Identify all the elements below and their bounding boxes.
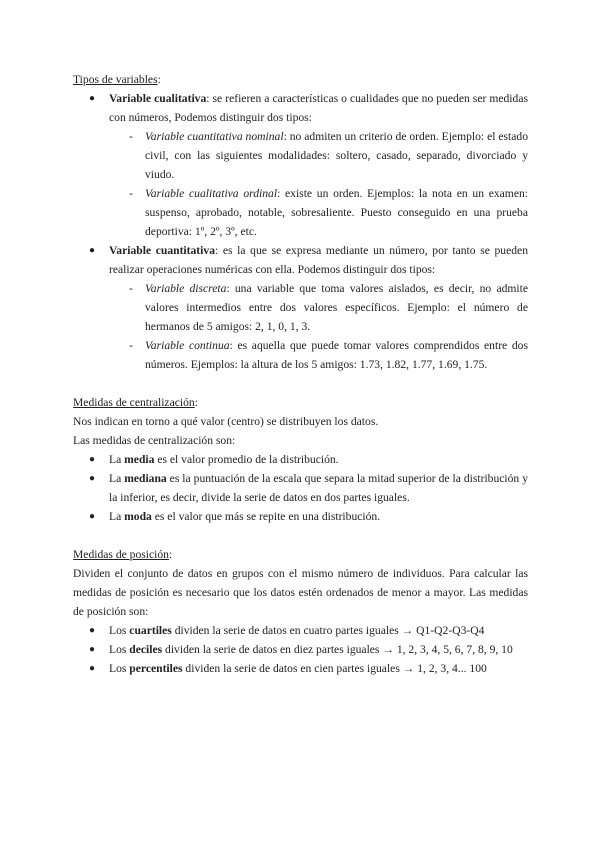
heading-colon: :	[157, 73, 161, 86]
bullet-list	[73, 450, 528, 526]
sub-text: : no admiten un criterio de orden. Ejemplo: el estado civil, con las siguientes modalidades: soltero, casado, separado, divorciado y viudo.	[145, 130, 528, 181]
item-prefix: La	[109, 510, 125, 523]
sub-term: Variable cualitativa ordinal	[145, 187, 278, 200]
paragraph: Dividen el conjunto de datos en grupos con el mismo número de individuos. Para calcular las medidas de posición es necesario que los datos estén ordenados de menor a mayor. Las medidas de posición son:	[73, 567, 528, 618]
heading-colon: :	[168, 548, 173, 561]
heading-colon: :	[194, 396, 198, 409]
list-item-deciles	[73, 640, 528, 659]
sub-item-continua	[73, 336, 528, 374]
bullet-list	[73, 89, 528, 374]
sub-item-discreta	[73, 279, 528, 336]
term: mediana	[124, 472, 167, 485]
dash-icon: -	[129, 282, 133, 295]
list-item-cuartiles	[73, 621, 528, 640]
dash-icon: -	[129, 130, 133, 143]
list-item-variable-cualitativa	[73, 89, 528, 241]
term: cuartiles	[129, 624, 172, 637]
bullet-dot-icon: ●	[89, 644, 96, 655]
list-item-media	[73, 450, 528, 469]
list-item-percentiles	[73, 659, 528, 678]
section-medidas-de-centralizacion	[73, 393, 528, 526]
item-text: dividen la serie de datos en diez partes iguales → 1, 2, 3, 4, 5, 6, 7, 8, 9, 10	[162, 643, 513, 656]
sub-item-ordinal	[73, 184, 528, 241]
sub-item-nominal	[73, 127, 528, 184]
bullet-dot-icon: ●	[89, 93, 96, 104]
dash-icon: -	[129, 187, 133, 200]
item-prefix: Los	[109, 643, 130, 656]
bullet-dot-icon: ●	[89, 625, 96, 636]
item-prefix: La	[109, 472, 125, 485]
bullet-dot-icon: ●	[89, 454, 96, 465]
paragraph: Las medidas de centralización son:	[73, 434, 236, 447]
sub-term: Variable discreta	[145, 282, 227, 295]
bullet-dot-icon: ●	[89, 511, 96, 522]
term: deciles	[129, 643, 163, 656]
item-text: es la puntuación de la escala que separa la mitad superior de la distribución y la inferior, es decir, divide la serie de datos en dos partes iguales.	[109, 472, 528, 504]
term: media	[124, 453, 155, 466]
paragraph: Nos indican en torno a qué valor (centro) se distribuyen los datos.	[73, 415, 379, 428]
term: Variable cualitativa	[109, 92, 207, 105]
sub-text: : es aquella que puede tomar valores comprendidos entre dos números. Ejemplos: la altura de los 5 amigos: 1.73, 1.82, 1.77, 1.69, 1.75.	[145, 339, 528, 371]
item-text: es el valor promedio de la distribución.	[154, 453, 339, 466]
bullet-list	[73, 621, 528, 678]
list-item-variable-cuantitativa	[73, 241, 528, 374]
item-text: es el valor que más se repite en una distribución.	[151, 510, 381, 523]
term: moda	[124, 510, 152, 523]
item-text: : se refieren a características o cualidades que no pueden ser medidas con números, Podemos distinguir dos tipos:	[109, 92, 528, 124]
sub-list	[109, 127, 528, 241]
sub-term: Variable continua	[145, 339, 230, 352]
section-heading-line	[73, 70, 528, 89]
item-text: dividen la serie de datos en cien partes iguales → 1, 2, 3, 4... 100	[182, 662, 487, 675]
section-medidas-de-posicion	[73, 545, 528, 678]
item-text: : es la que se expresa mediante un número, por tanto se pueden realizar operaciones numéricas con ella. Podemos distinguir dos tipos:	[109, 244, 528, 276]
item-prefix: Los	[109, 624, 130, 637]
section-heading-line	[73, 545, 528, 564]
section-heading: Medidas de centralización	[73, 396, 195, 409]
dash-icon: -	[129, 339, 133, 352]
section-heading: Tipos de variables	[73, 73, 158, 86]
item-text: dividen la serie de datos en cuatro partes iguales → Q1-Q2-Q3-Q4	[171, 624, 485, 637]
section-heading-line	[73, 393, 528, 412]
bullet-dot-icon: ●	[89, 663, 96, 674]
bullet-dot-icon: ●	[89, 473, 96, 484]
section-tipos-de-variables	[73, 70, 528, 374]
sub-text: : existe un orden. Ejemplos: la nota en un examen: suspenso, aprobado, notable, sobresaliente. Puesto conseguido en una prueba deportiva: 1º, 2º, 3º, etc.	[145, 187, 528, 238]
item-prefix: La	[109, 453, 125, 466]
list-item-mediana	[73, 469, 528, 507]
bullet-dot-icon: ●	[89, 245, 96, 256]
section-heading: Medidas de posición	[73, 548, 169, 561]
sub-list	[109, 279, 528, 374]
term: Variable cuantitativa	[109, 244, 215, 257]
term: percentiles	[129, 662, 183, 675]
item-prefix: Los	[109, 662, 130, 675]
sub-text: : una variable que toma valores aislados, es decir, no admite valores intermedios entre dos valores específicos. Ejemplo: el número de hermanos de 5 amigos: 2, 1, 0, 1, 3.	[145, 282, 528, 333]
list-item-moda	[73, 507, 528, 526]
sub-term: Variable cuantitativa nominal	[145, 130, 284, 143]
